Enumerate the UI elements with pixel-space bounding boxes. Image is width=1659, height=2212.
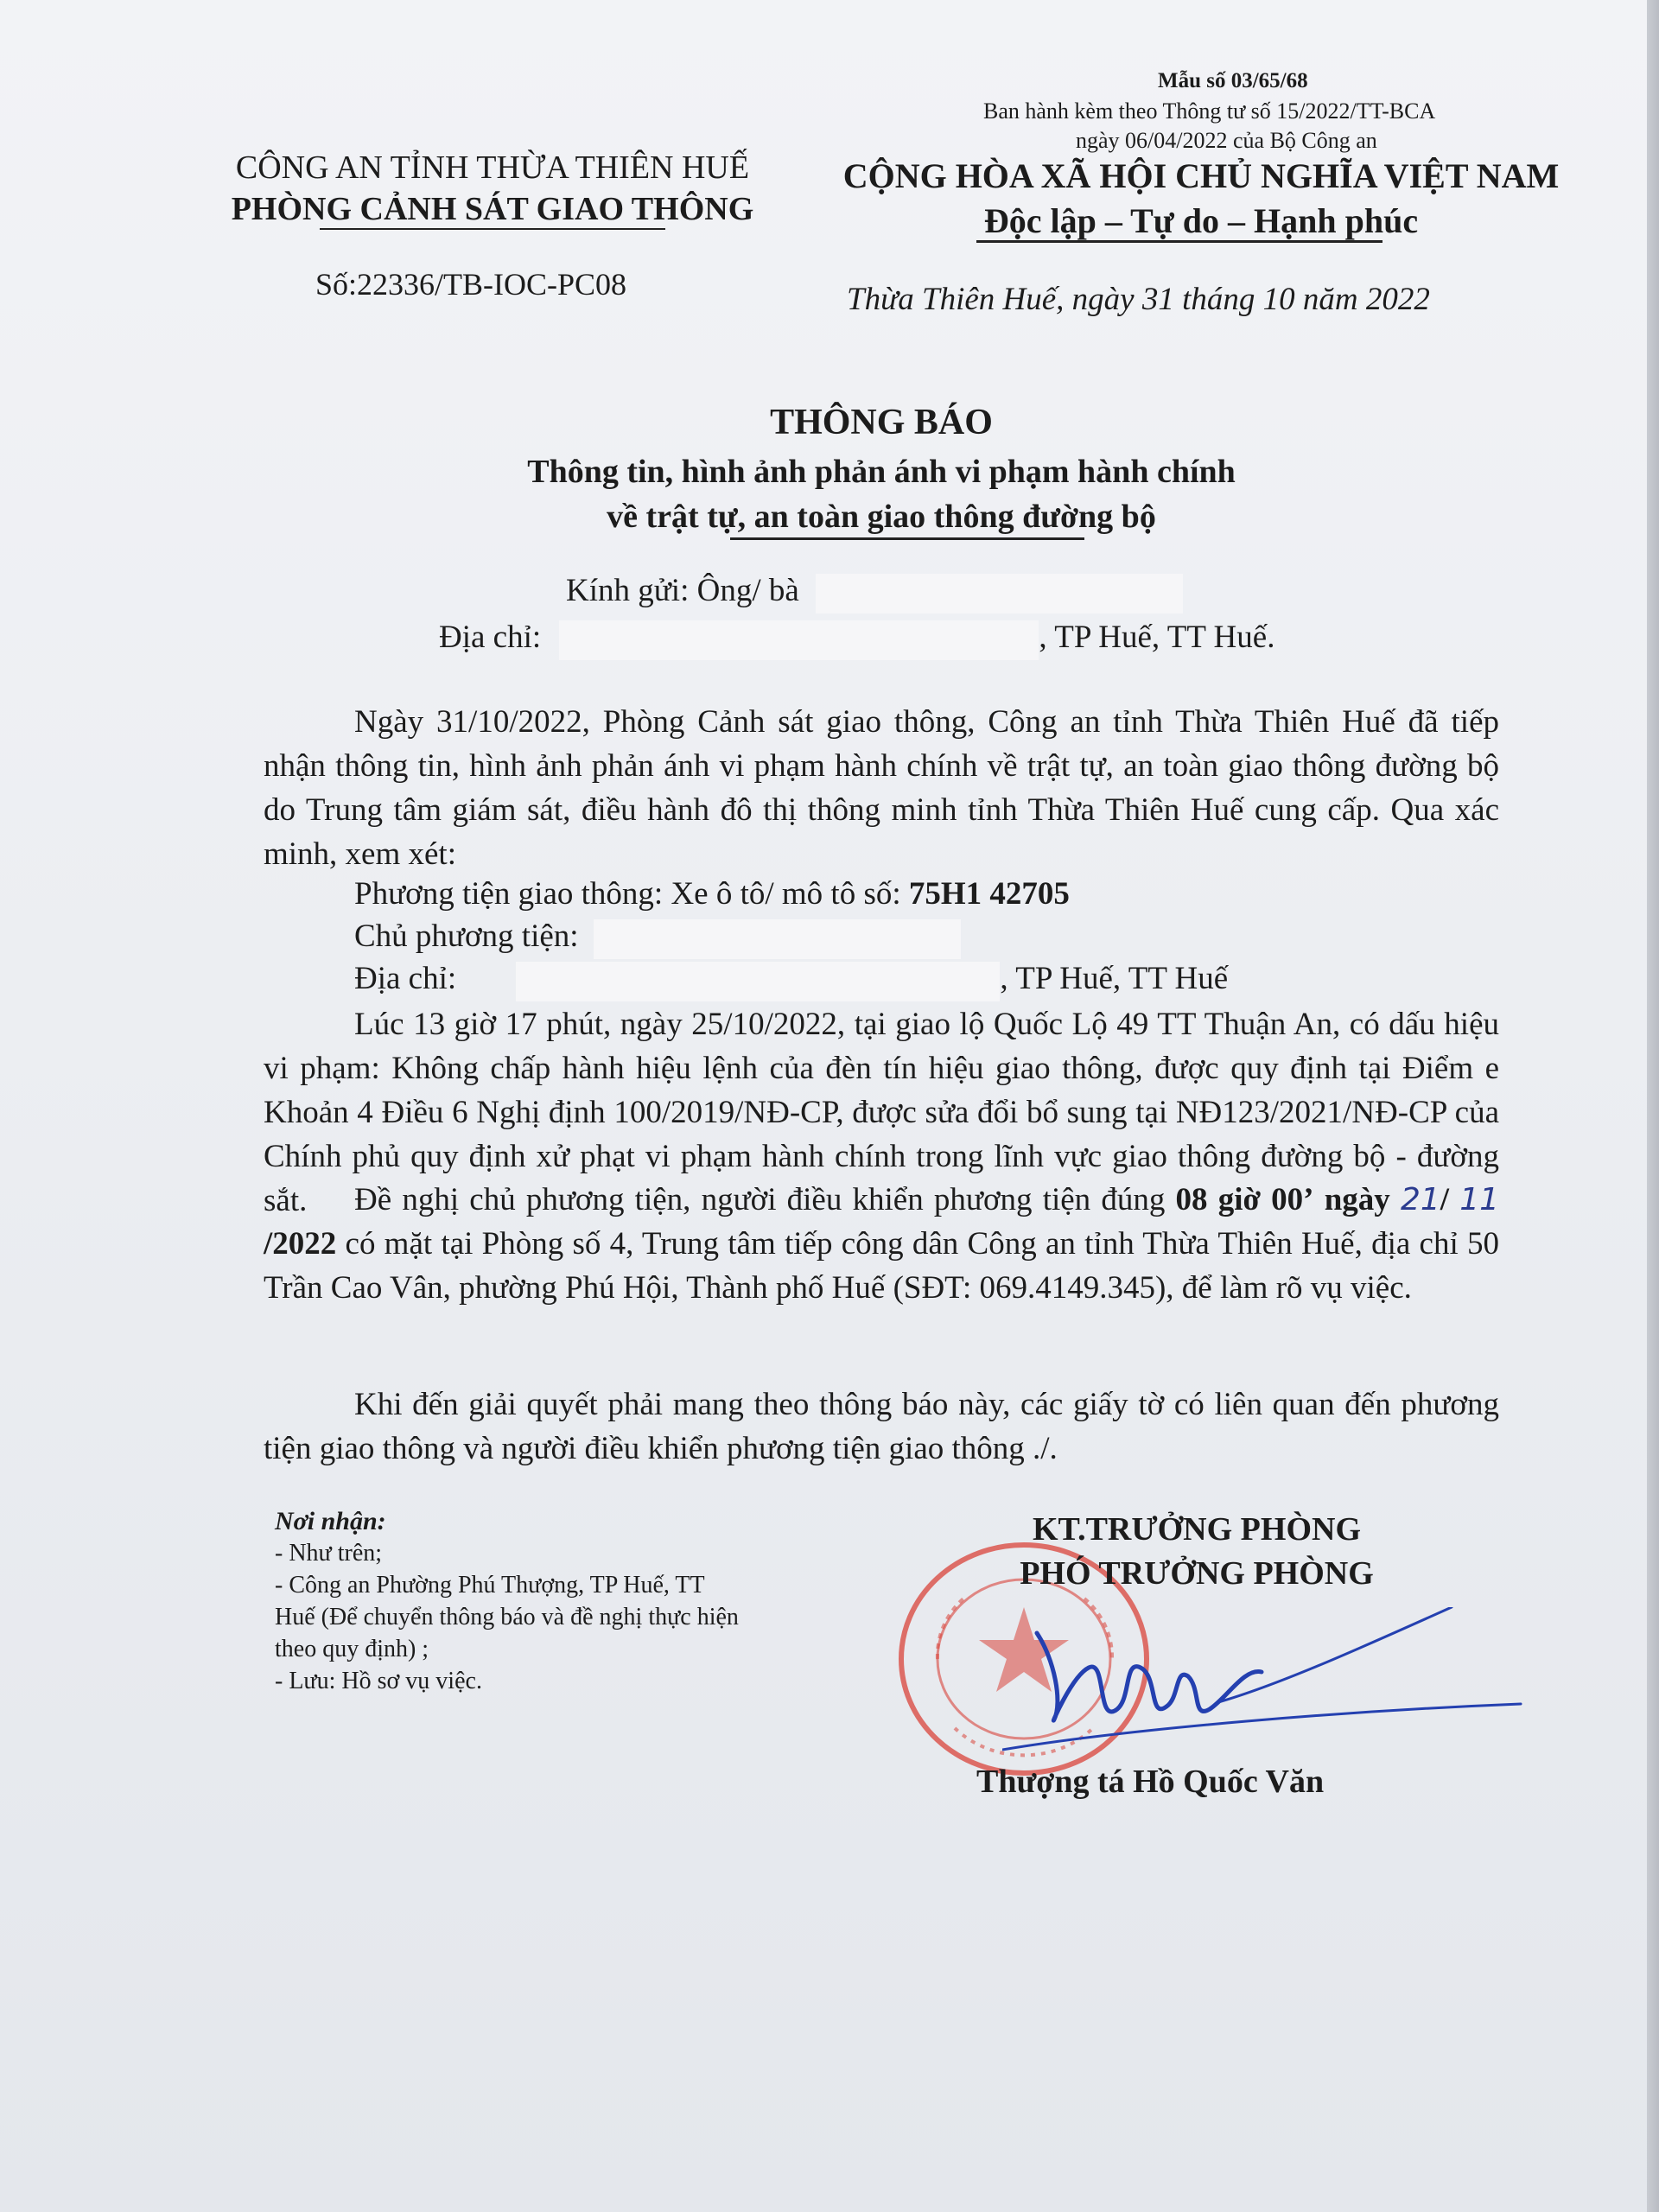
recipient-item: - Lưu: Hồ sơ vụ việc. [275,1668,482,1694]
subtitle-underline [730,537,1084,540]
recipients-label: Nơi nhận: [275,1507,386,1535]
summons-year: /2022 [264,1226,337,1262]
subtitle-line-1: Thông tin, hình ảnh phản ánh vi phạm hành chính [527,454,1236,490]
redacted-address [559,620,1039,660]
redacted-owner [594,919,961,959]
handwritten-day: 21 [1400,1182,1440,1217]
vehicle-label: Phương tiện giao thông: Xe ô tô/ mô tô số: [354,876,909,912]
national-header [778,154,1624,244]
recipients-block [275,1505,739,1697]
signatory-title-1: KT.TRƯỞNG PHÒNG [1033,1511,1361,1548]
recipient-item: Huế (Để chuyển thông báo và đề nghị thực hiện [275,1604,739,1630]
issued-with-line-2: ngày 06/04/2022 của Bộ Công an [1076,128,1377,153]
agency-underline [320,228,665,230]
recipient-item: - Như trên; [275,1540,383,1567]
handwritten-signature [1002,1607,1538,1754]
agency-name: CÔNG AN TỈNH THỪA THIÊN HUẾ [235,149,750,186]
address-suffix: , TP Huế, TT Huế. [1039,620,1275,655]
greeting-label: Kính gửi: Ông/ bà [566,573,799,608]
paragraph-intro: Ngày 31/10/2022, Phòng Cảnh sát giao thông, Công an tỉnh Thừa Thiên Huế đã tiếp nhận thông tin, hình ảnh phản ánh vi phạm hành chính về trật tự, an toàn giao thông đường bộ do Trung tâm giám sát, điều hành đô thị thông minh tỉnh Thừa Thiên Huế cung cấp. Qua xác minh, xem xét: [264,704,1499,872]
agency-header [181,147,804,230]
department-name: PHÒNG CẢNH SÁT GIAO THÔNG [231,191,754,227]
owner-address-label: Địa chỉ: [354,961,457,996]
summons-day-label: ngày [1324,1182,1401,1217]
document-number: Số:22336/TB-IOC-PC08 [315,267,627,302]
place-date: Thừa Thiên Huế, ngày 31 tháng 10 năm 2022 [847,282,1430,317]
document-title: THÔNG BÁO [770,403,993,442]
summons-text-start: Đề nghị chủ phương tiện, người điều khiển phương tiện đúng [354,1182,1176,1217]
address-label: Địa chỉ: [439,620,542,655]
signatory-name: Thượng tá Hồ Quốc Văn [976,1764,1325,1800]
national-motto: Độc lập – Tự do – Hạnh phúc [983,201,1419,240]
summons-time: 08 giờ 00’ [1175,1182,1314,1217]
document-subtitle [0,449,1659,539]
handwritten-month: 11 [1459,1182,1500,1217]
redacted-name [816,574,1183,613]
subtitle-line-2: về trật tự, an toàn giao thông đường bộ [607,499,1156,535]
paragraph-violation: Lúc 13 giờ 17 phút, ngày 25/10/2022, tại giao lộ Quốc Lộ 49 TT Thuận An, có dấu hiệu vi phạm: Không chấp hành hiệu lệnh của đèn tín hiệu giao thông, được quy định tại Điểm e Khoản 4 Điều 6 Nghị định 100/2019/NĐ-CP, được sửa đổi bổ sung tại NĐ123/2021/NĐ-CP của Chính phủ quy định xử phạt vi phạm hành chính trong lĩnh vực giao thông đường bộ - đường sắt. [264,1007,1499,1218]
license-plate: 75H1 42705 [908,876,1070,912]
signatory-title [942,1508,1452,1596]
owner-label: Chủ phương tiện: [354,918,579,954]
address-line [439,619,1274,660]
greeting-line [566,572,1183,613]
issued-with-line-1: Ban hành kèm theo Thông tư số 15/2022/TT-BCA [983,99,1436,124]
owner-address-suffix: , TP Huế, TT Huế [1000,961,1229,996]
form-number: Mẫu số 03/65/68 [1158,69,1308,92]
recipient-item: theo quy định) ; [275,1636,429,1662]
vehicle-line [354,875,1070,912]
signatory-title-2: PHÓ TRƯỞNG PHÒNG [1020,1555,1374,1592]
page-edge [1647,0,1659,2212]
paragraph-closing: Khi đến giải quyết phải mang theo thông báo này, các giấy tờ có liên quan đến phương tiện giao thông và người điều khiển phương tiện giao thông ./. [264,1387,1499,1466]
summons-text-rest: có mặt tại Phòng số 4, Trung tâm tiếp công dân Công an tỉnh Thừa Thiên Huế, địa chỉ 50 Trần Cao Vân, phường Phú Hội, Thành phố Huế (SĐT: 069.4149.345), để làm rõ vụ việc. [264,1226,1499,1306]
owner-address-line [354,960,1228,1001]
motto-underline [976,240,1382,243]
date-separator: / [1440,1182,1460,1217]
paragraph-summons [264,1178,1499,1310]
country-name: CỘNG HÒA XÃ HỘI CHỦ NGHĨA VIỆT NAM [842,156,1560,195]
recipient-item: - Công an Phường Phú Thượng, TP Huế, TT [275,1572,705,1599]
owner-line [354,918,961,959]
redacted-owner-address [516,962,1000,1001]
